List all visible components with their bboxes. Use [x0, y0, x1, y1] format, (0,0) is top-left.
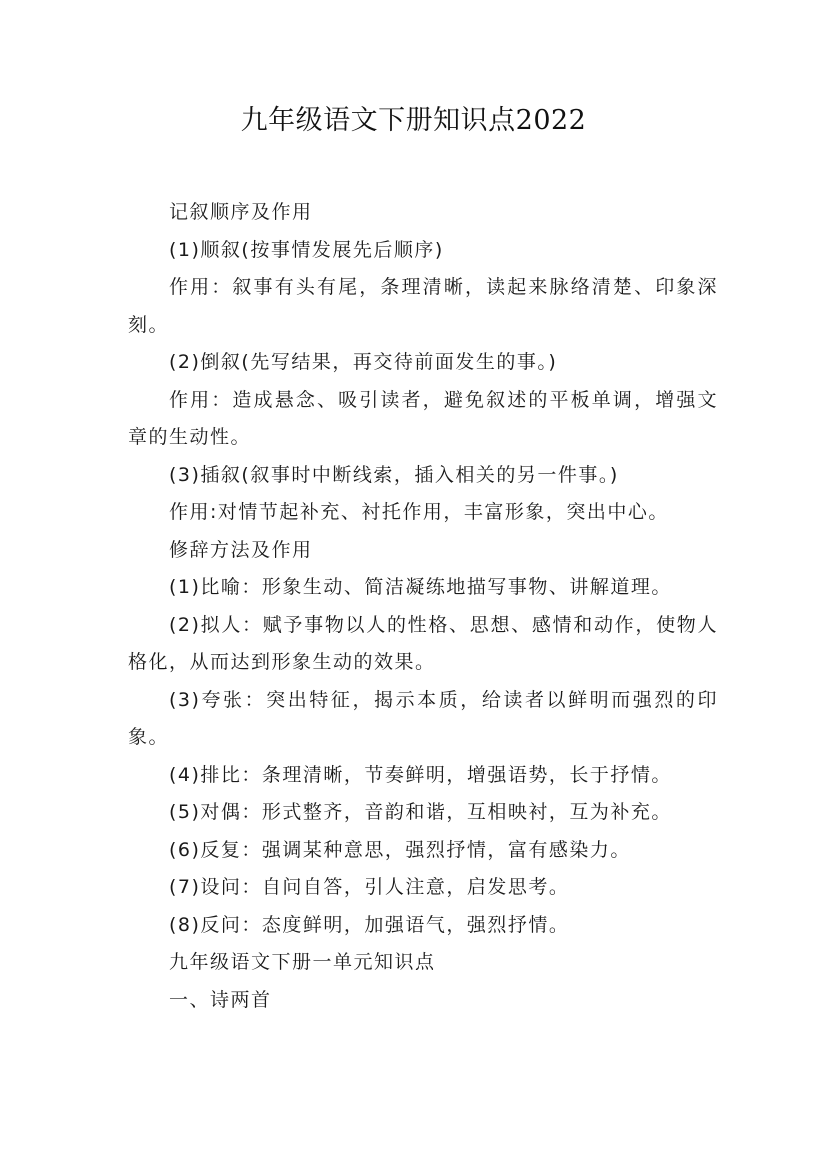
- paragraph-two-poems: 一、诗两首: [169, 988, 272, 1011]
- paragraph-metaphor: (1)比喻：形象生动、简洁凝练地描写事物、讲解道理。: [169, 576, 672, 598]
- paragraph-interpolation-effect: 作用:对情节起补充、衬托作用，丰富形象，突出中心。: [169, 501, 669, 523]
- paragraph-unit-one-heading: 九年级语文下册一单元知识点: [169, 951, 436, 973]
- paragraph-chronological: (1)顺叙(按事情发展先后顺序): [169, 238, 444, 261]
- paragraph-flashback: (2)倒叙(先写结果，再交待前面发生的事。): [169, 351, 558, 373]
- paragraph-hyperbole: (3)夸张：突出特征，揭示本质，给读者以鲜明而强烈的印象。: [128, 688, 718, 748]
- paragraph-antithesis: (5)对偶：形式整齐，音韵和谐，互相映衬，互为补充。: [169, 801, 672, 823]
- paragraph-chronological-effect: 作用：叙事有头有尾，条理清晰，读起来脉络清楚、印象深刻。: [128, 276, 718, 336]
- paragraph-repetition: (6)反复：强调某种意思，强烈抒情，富有感染力。: [169, 838, 631, 861]
- paragraph-personification: (2)拟人：赋予事物以人的性格、思想、感情和动作，使物人格化，从而达到形象生动的效果。: [128, 613, 718, 673]
- document-title: 九年级语文下册知识点2022: [240, 105, 587, 136]
- paragraph-rhetorical-question: (7)设问：自问自答，引人注意，启发思考。: [169, 876, 570, 898]
- paragraph-counter-question: (8)反问：态度鲜明，加强语气，强烈抒情。: [169, 913, 570, 936]
- paragraph-parallelism: (4)排比：条理清晰，节奏鲜明，增强语势，长于抒情。: [169, 763, 672, 786]
- paragraph-interpolation: (3)插叙(叙事时中断线索，插入相关的另一件事。): [169, 463, 619, 486]
- paragraph-rhetoric-heading: 修辞方法及作用: [169, 538, 313, 561]
- paragraph-flashback-effect: 作用：造成悬念、吸引读者，避免叙述的平板单调，增强文章的生动性。: [128, 388, 718, 448]
- paragraph-narrative-order-heading: 记叙顺序及作用: [169, 201, 313, 223]
- document-body: [128, 194, 718, 1019]
